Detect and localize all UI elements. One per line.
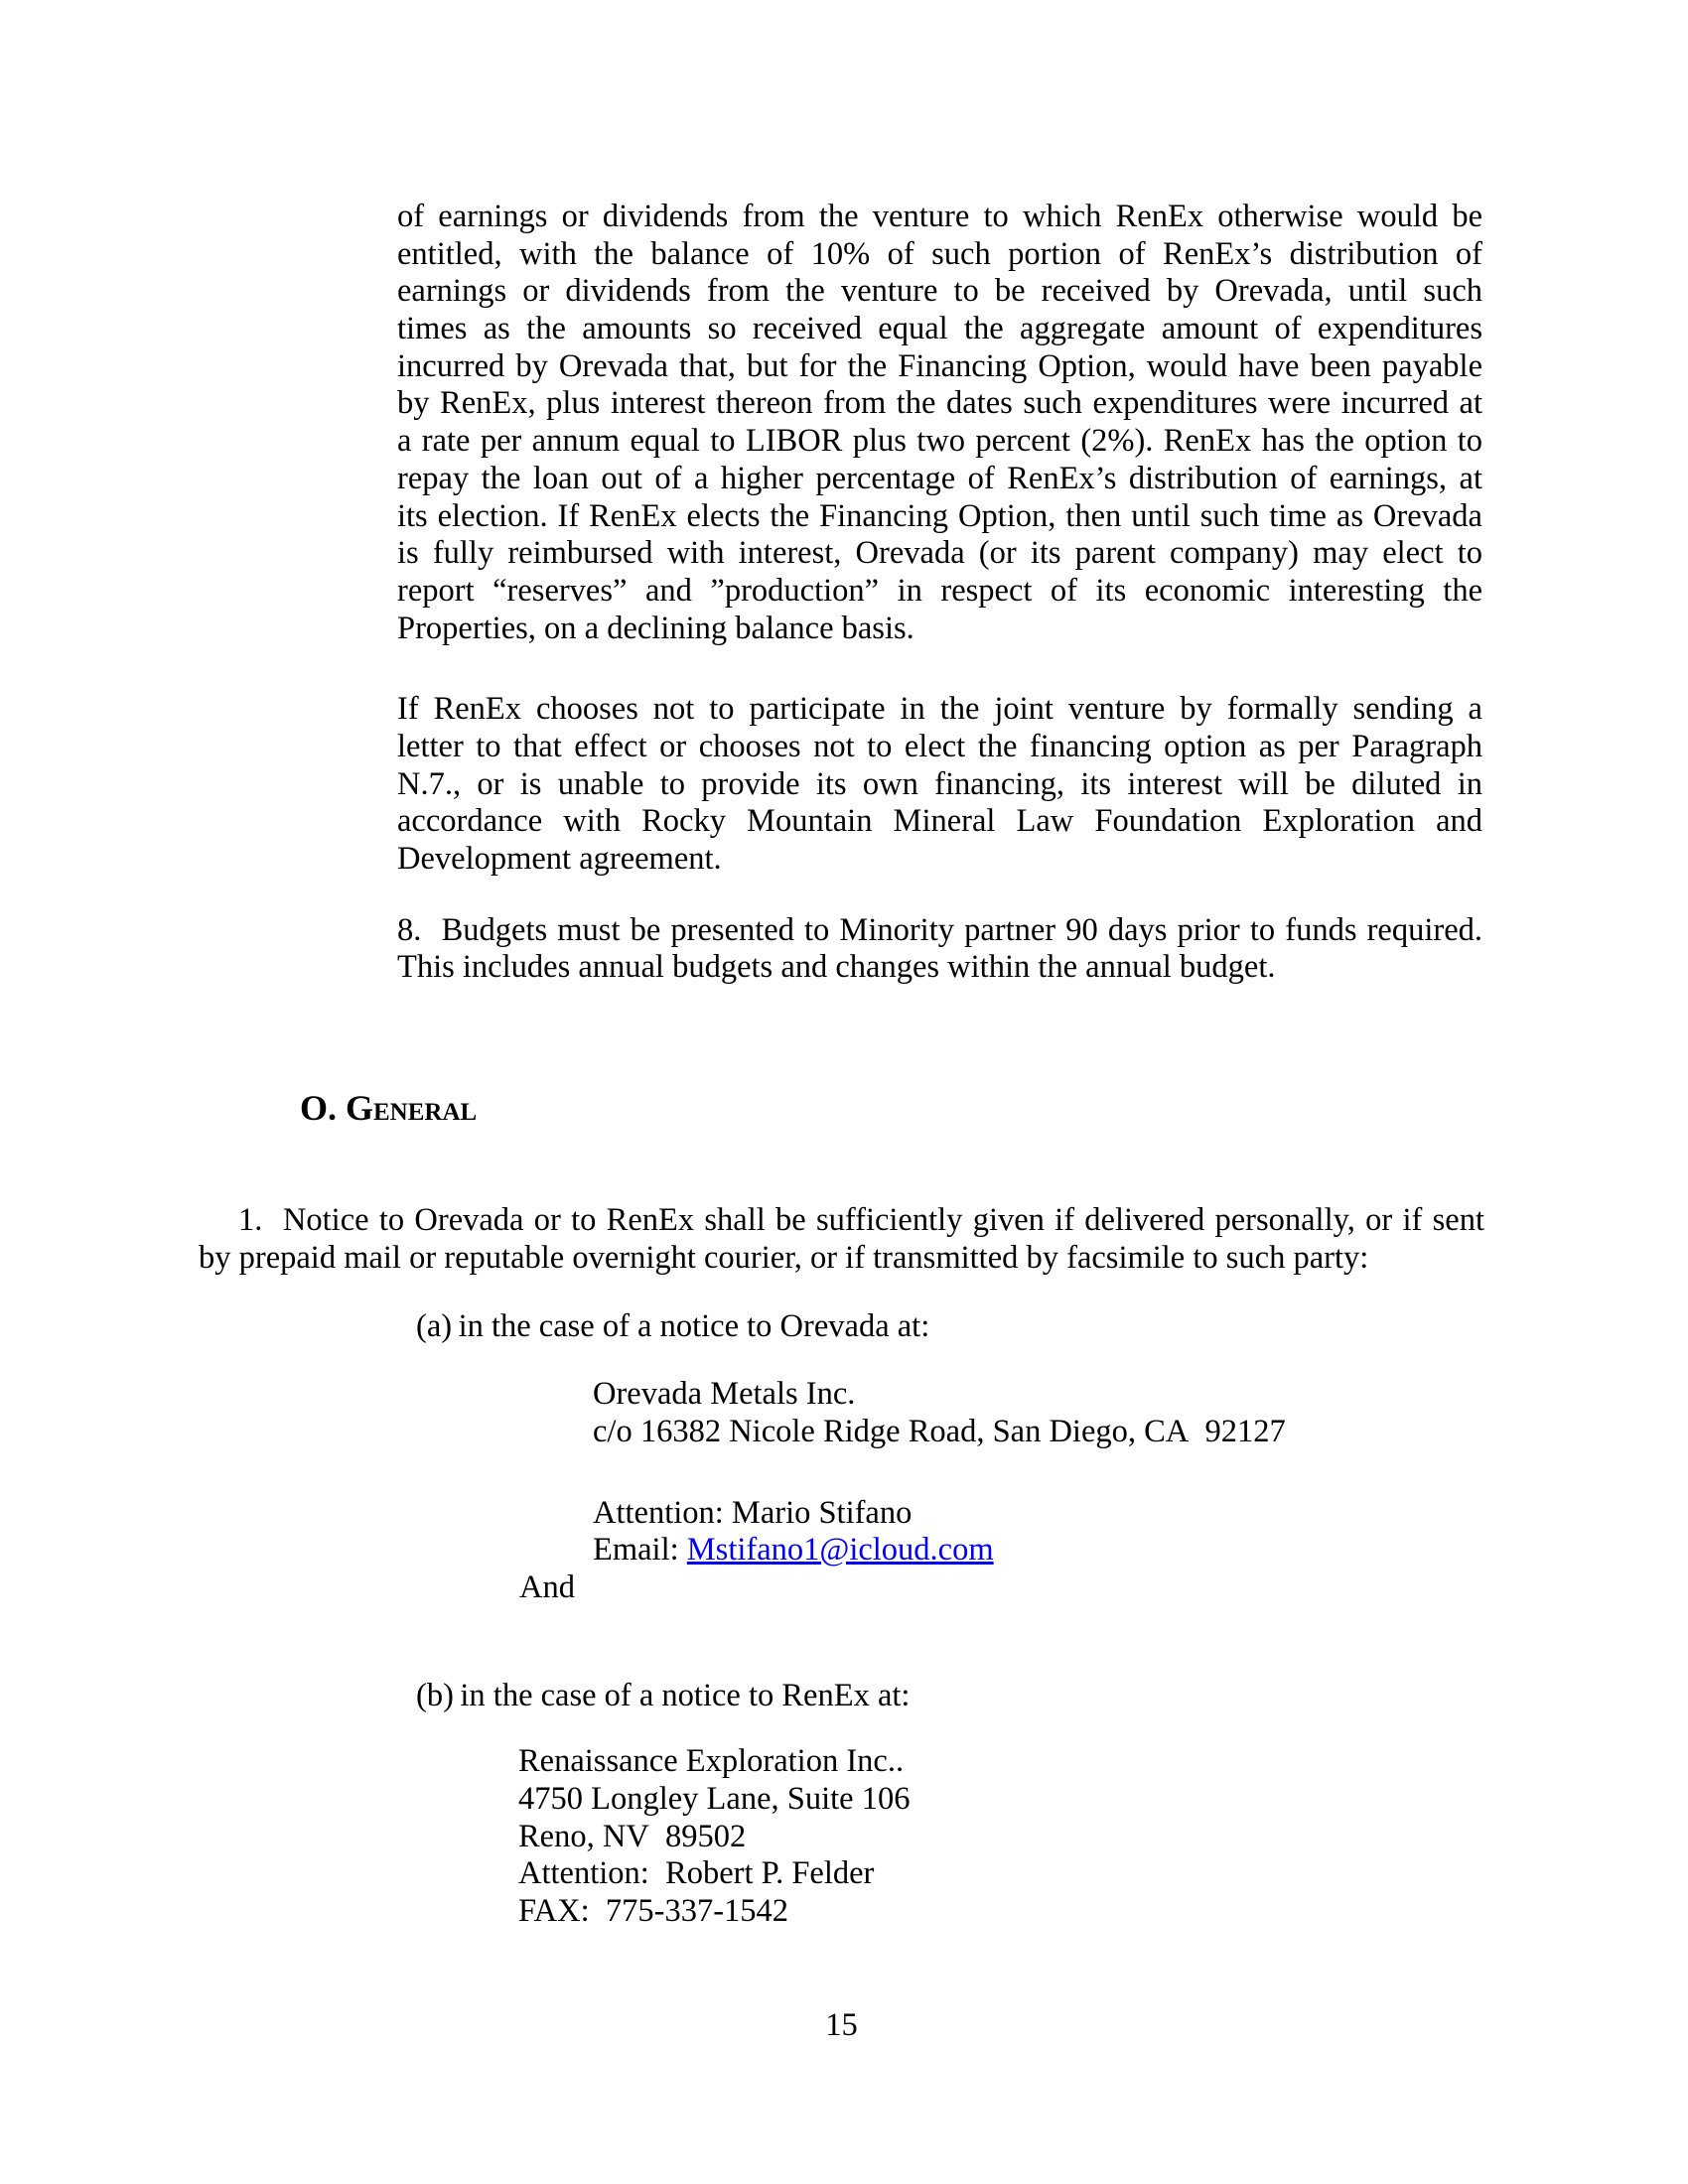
notice-item-a-intro: (a) in the case of a notice to Orevada at: [416,1308,930,1345]
text-line: report “reserves” and ”production” in respect of its economic interesting the [397,572,1482,609]
email-label: Email: [593,1532,687,1569]
text-line: by prepaid mail or reputable overnight courier, or if transmitted by facsimile to such party: [199,1239,1369,1276]
text-line: letter to that effect or chooses not to elect the financing option as per Paragraph [397,728,1482,764]
paragraph-dilution [397,691,1482,878]
city-state-zip-line: Reno, NV 89502 [518,1818,747,1854]
notice-item-b-intro: (b) in the case of a notice to RenEx at: [416,1677,911,1713]
text-line: incurred by Orevada that, but for the Financing Option, would have been payable [397,347,1482,384]
text-line: 8. Budgets must be presented to Minority partner 90 days prior to funds required. [397,911,1482,948]
page-number: 15 [825,2006,858,2043]
orevada-address-block [593,1376,1484,1570]
paragraph-budgets [397,912,1482,987]
text-line: earnings or dividends from the venture to be received by Orevada, until such [397,273,1482,310]
text-line: its election. If RenEx elects the Financing Option, then until such time as Orevada [397,497,1482,534]
text-line: accordance with Rocky Mountain Mineral Law Foundation Exploration and [397,803,1482,840]
text-line: by RenEx, plus interest thereon from the dates such expenditures were incurred at [397,385,1482,422]
text-line: Development agreement. [397,841,722,877]
street-address-line: c/o 16382 Nicole Ridge Road, San Diego, CA 92127 [593,1413,1286,1449]
email-line [593,1532,1484,1570]
text-line: N.7., or is unable to provide its own financing, its interest will be diluted in [397,765,1482,802]
renex-address-block [518,1743,1484,1931]
text-line: This includes annual budgets and changes within the annual budget. [397,949,1276,986]
attention-line: Attention: Robert P. Felder [518,1855,875,1892]
text-line: repay the loan out of a higher percentage of RenEx’s distribution of earnings, at [397,460,1482,496]
paragraph-financing-option [397,199,1482,647]
company-line: Orevada Metals Inc. [593,1376,856,1413]
text-line: is fully reimbursed with interest, Orevada (or its parent company) may elect to [397,535,1482,572]
paragraph-notice [199,1202,1484,1277]
text-line: a rate per annum equal to LIBOR plus two percent (2%). RenEx has the option to [397,423,1482,460]
attention-line: Attention: Mario Stifano [593,1494,913,1531]
and-connector: And [519,1569,575,1605]
text-line: entitled, with the balance of 10% of such portion of RenEx’s distribution of [397,235,1482,272]
text-line: If RenEx chooses not to participate in the joint venture by formally sending a [397,691,1482,728]
text-line: times as the amounts so received equal the aggregate amount of expenditures [397,311,1482,347]
text-line: 1. Notice to Orevada or to RenEx shall be sufficiently given if delivered personally, or if sent [238,1202,1484,1239]
text-line: Properties, on a declining balance basis. [397,610,914,646]
fax-line: FAX: 775-337-1542 [518,1893,789,1930]
company-line: Renaissance Exploration Inc.. [518,1743,905,1780]
section-heading-general: O. General [300,1088,478,1129]
email-hyperlink[interactable]: Mstifano1@icloud.com [686,1532,994,1569]
text-line: of earnings or dividends from the venture to which RenEx otherwise would be [397,199,1482,234]
street-address-line: 4750 Longley Lane, Suite 106 [518,1781,911,1818]
